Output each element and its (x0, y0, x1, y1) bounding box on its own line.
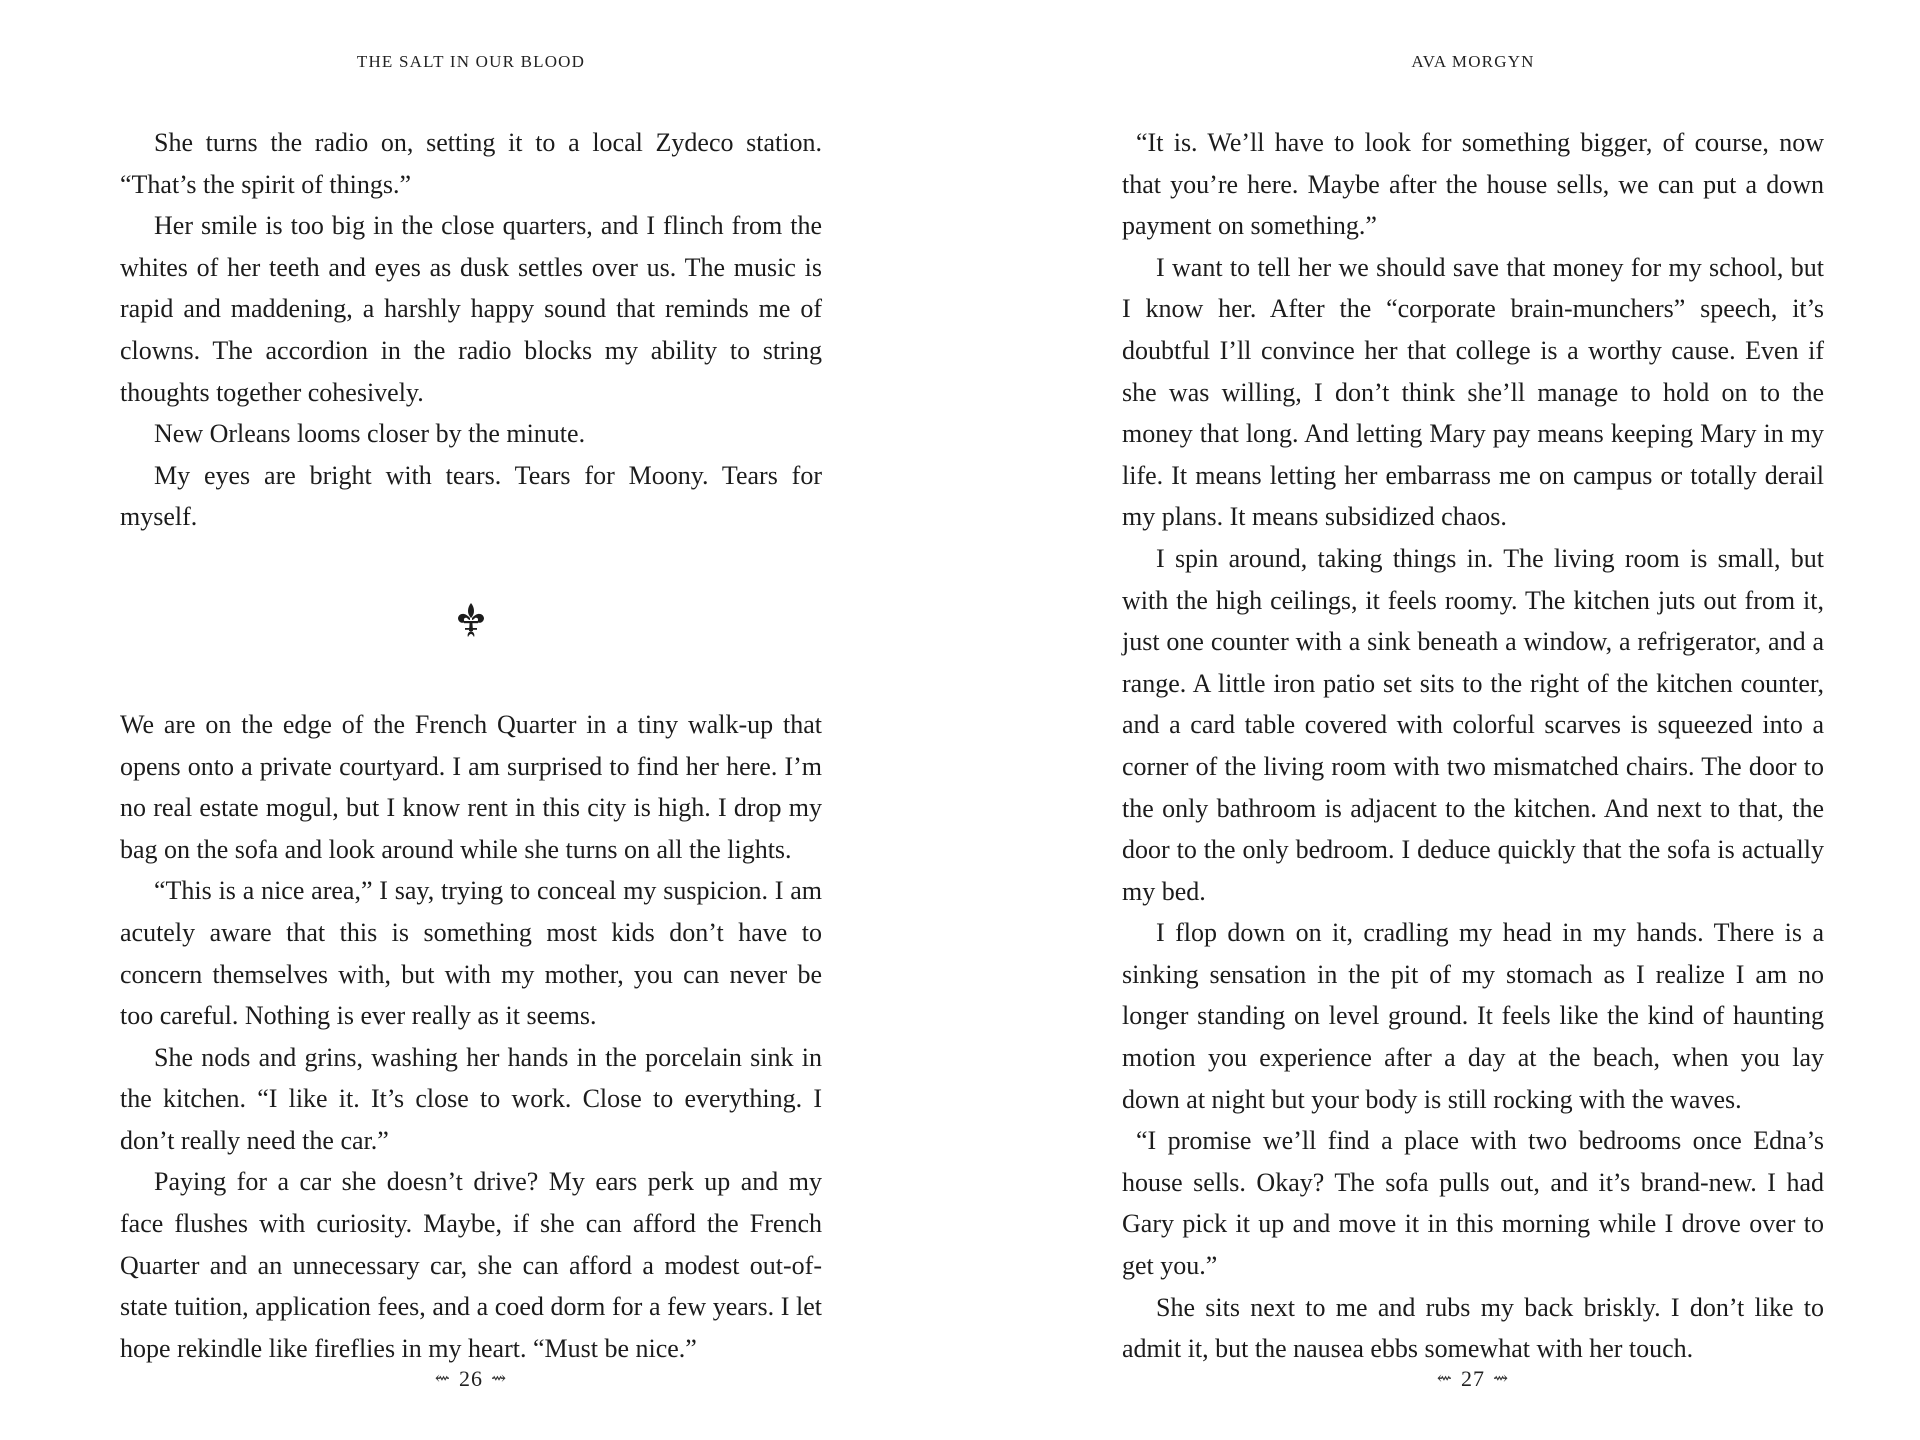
right-page (1122, 0, 1824, 1440)
paragraph: “This is a nice area,” I say, trying to conceal my suspicion. I am acutely aware that this is something most kids don’t have to concern themselves with, but with my mother, you can never be too careful. Nothing is ever really as it seems. (120, 876, 822, 1031)
paragraph: She sits next to me and rubs my back briskly. I don’t like to admit it, but the nausea ebbs somewhat with her touch. (1122, 1292, 1824, 1364)
paragraph: I want to tell her we should save that money for my school, but I know her. After the “corporate brain-munchers” speech, it’s doubtful I’ll convince her that college is a worthy cause. Even if she was willing, I don’t think she’ll manage to hold on to the money that long. And letting Mary pay means keeping Mary in my life. It means letting her embarrass me on campus or totally derail my plans. It means subsidized chaos. (1122, 252, 1824, 532)
paragraph: My eyes are bright with tears. Tears for Moony. Tears for myself. (120, 460, 822, 532)
paragraph: “It is. We’ll have to look for something bigger, of course, now that you’re here. Maybe after the house sells, we can put a down payment on something.” (1122, 128, 1824, 241)
paragraph: New Orleans looms closer by the minute. (154, 419, 586, 449)
right-arrow-ornament-icon: ⇝ (1493, 1368, 1510, 1388)
running-head-author: AVA MORGYN (1411, 52, 1535, 71)
right-page-body (1122, 122, 1824, 1370)
paragraph: I flop down on it, cradling my head in my hands. There is a sinking sensation in the pit of my stomach as I realize I am no longer standing on level ground. It feels like the kind of haunting motion you experience after a day at the beach, when you lay down at night but your body is still rocking with the waves. (1122, 918, 1824, 1114)
running-head-book-title: THE SALT IN OUR BLOOD (356, 52, 586, 71)
paragraph: “I promise we’ll find a place with two bedrooms once Edna’s house sells. Okay? The sofa pulls out, and it’s brand-new. I had Gary pick it up and move it in this morning while I drove over to get you.” (1122, 1126, 1824, 1281)
fleur-de-lis-icon (456, 601, 486, 641)
page-number (1122, 1366, 1824, 1392)
left-arrow-ornament-icon: ⇜ (1436, 1368, 1453, 1388)
paragraph: She nods and grins, washing her hands in the porcelain sink in the kitchen. “I like it. It’s close to work. Close to everything. I don’t really need the car.” (120, 1042, 822, 1155)
right-arrow-ornament-icon: ⇝ (491, 1368, 508, 1388)
paragraph: Paying for a car she doesn’t drive? My ears perk up and my face flushes with curiosity. Maybe, if she can afford the French Quarter and an unnecessary car, she can afford a modest out-of-state tuition, application fees, and a coed dorm for a few years. I let hope rekindle like fireflies in my heart. “Must be nice.” (120, 1167, 822, 1363)
section-break-ornament (120, 538, 822, 704)
left-page (120, 0, 822, 1440)
page-number-value: 27 (1461, 1366, 1485, 1391)
page-number (120, 1366, 822, 1392)
paragraph: She turns the radio on, setting it to a local Zydeco station. “That’s the spirit of things.” (120, 128, 822, 199)
paragraph: Her smile is too big in the close quarters, and I flinch from the whites of her teeth and eyes as dusk settles over us. The music is rapid and maddening, a harshly happy sound that reminds me of clowns. The accordion in the radio blocks my ability to string thoughts together cohesively. (120, 211, 822, 407)
left-arrow-ornament-icon: ⇜ (434, 1368, 451, 1388)
left-page-body (120, 122, 822, 1369)
paragraph: I spin around, taking things in. The living room is small, but with the high ceilings, it feels roomy. The kitchen juts out from it, just one counter with a sink beneath a window, a refrigerator, and a range. A little iron patio set sits to the right of the kitchen counter, and a card table covered with colorful scarves is squeezed into a corner of the living room with two mismatched chairs. The door to the only bathroom is adjacent to the kitchen. And next to that, the door to the only bedroom. I deduce quickly that the sofa is actually my bed. (1122, 543, 1824, 906)
page-number-value: 26 (459, 1366, 483, 1391)
paragraph: We are on the edge of the French Quarter in a tiny walk-up that opens onto a private courtyard. I am surprised to find her here. I’m no real estate mogul, but I know rent in this city is high. I drop my bag on the sofa and look around while she turns on all the lights. (120, 709, 822, 864)
